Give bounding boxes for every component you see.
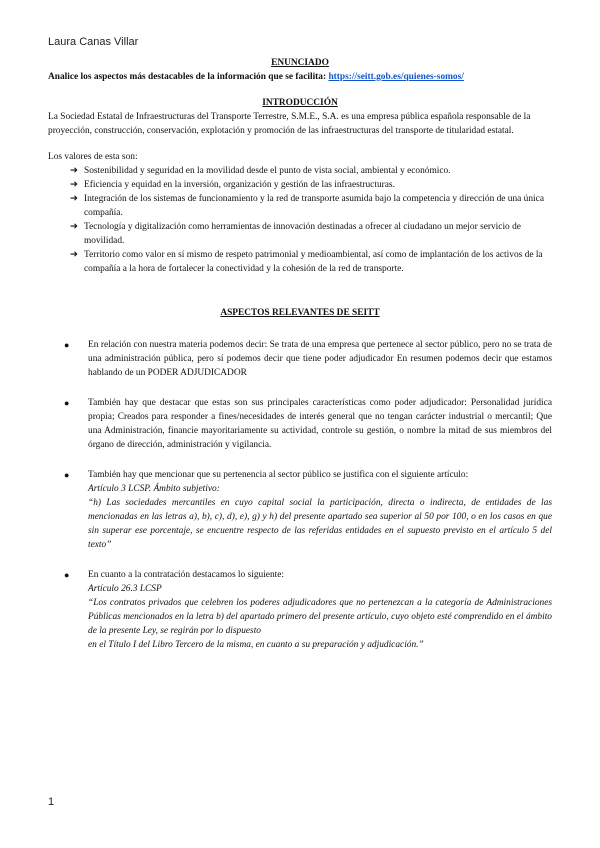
- values-list: [48, 164, 552, 276]
- bullet-icon: ●: [64, 570, 70, 580]
- relevant-heading: ASPECTOS RELEVANTES DE SEITT: [220, 308, 380, 318]
- values-intro: Los valores de esta son:: [48, 152, 138, 162]
- arrow-right-icon: ➔: [70, 166, 78, 176]
- list-item: ➔ Sostenibilidad y seguridad en la movilidad desde el punto de vista social, ambiental y económico.: [70, 166, 451, 176]
- article-quote-continuation: en el Título I del Libro Tercero de la misma, en cuanto a su preparación y adjudicación.”: [88, 640, 424, 650]
- list-item: ● También hay que mencionar que su pertenencia al sector público se justifica con el siguiente artículo: Artículo 3 LCSP. Ámbito subjetivo: “h) Las sociedades mercantiles en cuyo capital social la participación, directa o indirecta, de entidades de las mencionadas en las letras a), b), c), d), e), g) y h) del presente apartado sea superior al 50 por 100, o en los casos en que sin superar ese porcentaje, se encuentre respecto de las referidas entidades en el supuesto previsto en el artículo 5 del texto”: [64, 470, 552, 550]
- list-item: ➔ Integración de los sistemas de funcionamiento y la red de transporte asumida bajo la competencia y dirección de una única compañía.: [70, 194, 544, 218]
- bullet-icon: ●: [64, 340, 70, 350]
- arrow-right-icon: ➔: [70, 222, 78, 232]
- arrow-right-icon: ➔: [70, 180, 78, 190]
- enunciado-heading: ENUNCIADO: [271, 58, 329, 68]
- task-statement: [48, 70, 552, 84]
- arrow-right-icon: ➔: [70, 250, 78, 260]
- arrow-right-icon: ➔: [70, 194, 78, 204]
- list-item: ➔ Tecnología y digitalización como herramientas de innovación destinadas a ofrecer al ciudadano un mejor servicio de movilidad.: [70, 222, 521, 246]
- article-reference: Artículo 3 LCSP. Ámbito subjetivo:: [88, 484, 220, 494]
- article-quote: “h) Las sociedades mercantiles en cuyo capital social la participación, directa o indirecta, de entidades de las mencionadas en las letras a), b), c), d), e), g) y h) del presente apartado sea superior al 50 por 100, o en los casos en que sin superar ese porcentaje, se encuentre respecto de las referidas entidades en el supuesto previsto en el artículo 5 del texto”: [88, 498, 552, 550]
- bullet-icon: ●: [64, 398, 70, 408]
- article-quote: “Los contratos privados que celebren los poderes adjudicadores que no pertenezcan a la categoría de Administraciones Públicas mencionados en la letra b) del apartado primero del presente artículo, cuyo objeto esté comprendido en el ámbito de la presente Ley, se regirán por lo dispuesto: [88, 598, 552, 636]
- seitt-link[interactable]: https://seitt.gob.es/quienes-somos/: [328, 72, 464, 82]
- intro-heading: INTRODUCCIÓN: [262, 98, 338, 108]
- article-reference: Artículo 26.3 LCSP: [88, 584, 162, 594]
- list-item: ➔ Eficiencia y equidad en la inversión, organización y gestión de las infraestructuras.: [70, 180, 395, 190]
- list-item: ● En relación con nuestra materia podemos decir: Se trata de una empresa que pertenece al sector público, pero no se trata de una administración pública, pero sí podemos decir que tiene poder adjudicador En resumen podemos decir que estamos hablando de un PODER ADJUDICADOR: [64, 340, 552, 378]
- list-item: ● En cuanto a la contratación destacamos lo siguiente: Artículo 26.3 LCSP “Los contratos privados que celebren los poderes adjudicadores que no pertenezcan a la categoría de Administraciones Públicas mencionados en la letra b) del apartado primero del presente artículo, cuyo objeto esté comprendido en el ámbito de la presente Ley, se regirán por lo dispuesto en el Título I del Libro Tercero de la misma, en cuanto a su preparación y adjudicación.”: [64, 570, 552, 650]
- author-name: Laura Canas Villar: [48, 36, 139, 48]
- intro-paragraph: La Sociedad Estatal de Infraestructuras del Transporte Terrestre, S.M.E., S.A. es una empresa pública española responsable de la proyección, construcción, conservación, explotación y promoción de las infraestructuras del transporte de titularidad estatal.: [48, 112, 531, 136]
- list-item: ● También hay que destacar que estas son sus principales características como poder adjudicador: Personalidad jurídica propia; Creados para responder a fines/necesidades de interés general que no tengan carácter industrial o mercantil; Que una Administración, financie mayoritariamente su actividad, controle su gestión, o nombre la mitad de sus miembros del órgano de dirección, administración y vigilancia.: [64, 398, 552, 450]
- document-body: [48, 56, 552, 652]
- task-text: Analice los aspectos más destacables de la información que se facilita:: [48, 72, 327, 82]
- list-item: ➔ Territorio como valor en sí mismo de respeto patrimonial y medioambiental, así como de implantación de los activos de la compañía a la hora de fortalecer la conectividad y la cohesión de la red de transporte.: [70, 250, 543, 274]
- bullet-icon: ●: [64, 470, 70, 480]
- page-number: 1: [48, 796, 55, 808]
